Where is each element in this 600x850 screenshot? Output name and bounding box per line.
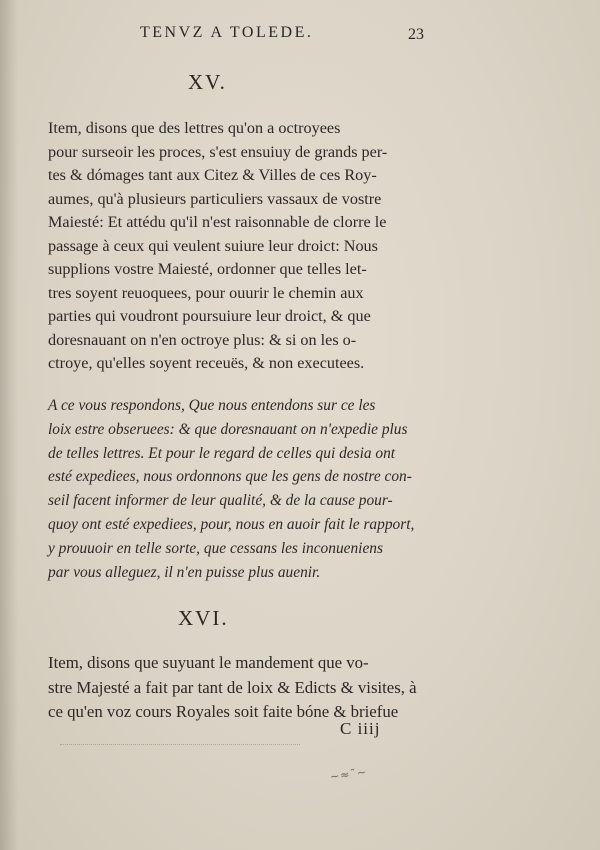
text-line: y prouuoir en telle sorte, que cessans les inconueniens xyxy=(48,539,383,557)
text-line: supplions vostre Maiesté, ordonner que telles let- xyxy=(48,260,367,278)
text-line: loix estre obseruees: & que doresnauant on n'expedie plus xyxy=(48,420,408,438)
text-line: ce qu'en voz cours Royales soit faite bóne & briefue xyxy=(48,702,399,721)
section-heading-xvi: XVI. xyxy=(178,606,229,630)
text-line: doresnauant on n'en octroye plus: & si on les o- xyxy=(48,330,357,349)
text-line: Maiesté: Et attédu qu'il n'est raisonnable de clorre le xyxy=(48,213,387,231)
text-line: par vous alleguez, il n'en puisse plus auenir. xyxy=(48,563,321,581)
text-line: quoy ont esté expediees, pour, nous en auoir fait le rapport, xyxy=(48,515,415,533)
signature-mark: C iiij xyxy=(340,719,381,738)
request-paragraph-xv xyxy=(48,117,438,376)
running-title: TENVZ A TOLEDE. xyxy=(140,24,314,41)
text-line: seil facent informer de leur qualité, & de la cause pour- xyxy=(48,492,393,510)
text-line: A ce vous respondons, Que nous entendons sur ce les xyxy=(48,397,376,414)
royal-response-paragraph-xv xyxy=(48,394,438,584)
page-number: 23 xyxy=(408,26,424,43)
text-line: parties qui voudront poursuiure leur droict, & que xyxy=(48,307,371,325)
section-heading-xv: XV. xyxy=(188,70,227,94)
text-line: tes & dómages tant aux Citez & Villes de ces Roy- xyxy=(48,166,377,184)
text-line: de telles lettres. Et pour le regard de celles qui desia ont xyxy=(48,444,396,462)
show-through-line xyxy=(60,744,300,746)
text-line: passage à ceux qui veulent suiure leur droict: Nous xyxy=(48,236,378,255)
gutter-shadow xyxy=(0,0,18,850)
request-paragraph-xvi xyxy=(48,651,438,725)
text-line: pour surseoir les proces, s'est ensuiuy de grands per- xyxy=(48,142,388,161)
text-line: stre Majesté a fait par tant de loix & Edicts & visites, à xyxy=(48,677,417,697)
ink-smudge-ornament: ~≈˜~ xyxy=(329,765,368,784)
text-line: esté expediees, nous ordonnons que les gens de nostre con- xyxy=(48,468,412,486)
text-line: tres soyent reuoquees, pour ouurir le chemin aux xyxy=(48,283,364,302)
text-line: Item, disons que suyuant le mandement que vo- xyxy=(48,653,369,672)
text-line: Item, disons que des lettres qu'on a octroyees xyxy=(48,119,341,137)
text-line: aumes, qu'à plusieurs particuliers vassaux de vostre xyxy=(48,189,382,208)
text-line: ctroye, qu'elles soyent receuës, & non executees. xyxy=(48,354,365,372)
